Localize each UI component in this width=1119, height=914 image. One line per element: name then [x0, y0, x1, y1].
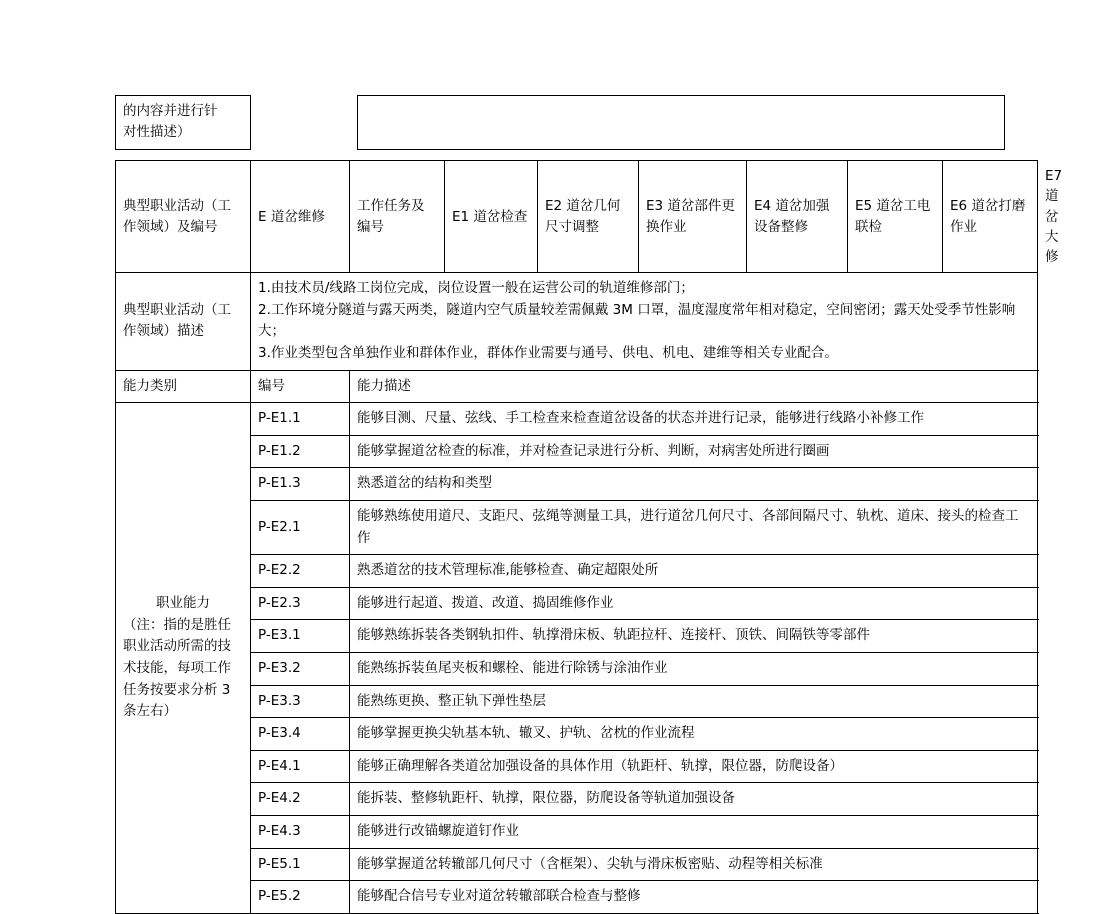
table-row — [116, 783, 1038, 816]
ability-code: P-E4.2 — [251, 783, 350, 816]
ability-desc: 能够进行改锚螺旋道钉作业 — [350, 815, 1038, 848]
activity-header-label: 典型职业活动（工作领域）及编号 — [116, 161, 251, 273]
ability-desc: 能够掌握更换尖轨基本轨、辙叉、护轨、岔枕的作业流程 — [350, 718, 1038, 751]
ability-code: P-E1.3 — [251, 468, 350, 501]
column-header-category: 能力类别 — [116, 370, 251, 403]
competency-table — [115, 160, 1063, 914]
table-row — [116, 652, 1038, 685]
activity-header-row: 典型职业活动（工作领域）及编号 E 道岔维修 工作任务及编号 E1 道岔检查 E2 道岔几何尺寸调整 E3 道岔部件更换作业 E4 道岔加强设备整修 E5 道岔工电联检 E6 道岔打磨作业 E7 道岔大修 — [116, 161, 1038, 273]
table-row — [116, 435, 1038, 468]
ability-desc: 能够掌握道岔检查的标准，并对检查记录进行分析、判断，对病害处所进行圈画 — [350, 435, 1038, 468]
table-row — [116, 750, 1038, 783]
ability-code: P-E4.3 — [251, 815, 350, 848]
top-fragment-label — [116, 96, 251, 150]
table-row — [116, 587, 1038, 620]
column-header-description: 能力描述 — [350, 370, 1038, 403]
table-row — [116, 881, 1038, 914]
activity-header-cell-4: E3 道岔部件更换作业 — [639, 161, 747, 273]
ability-code: P-E3.2 — [251, 652, 350, 685]
table-row — [116, 685, 1038, 718]
ability-code: P-E1.2 — [251, 435, 350, 468]
ability-category-label — [116, 403, 251, 914]
ability-desc: 熟悉道岔的结构和类型 — [350, 468, 1038, 501]
ability-desc: 能熟练更换、整正轨下弹性垫层 — [350, 685, 1038, 718]
activity-header-cell-0: E 道岔维修 — [251, 161, 350, 273]
table-row — [116, 848, 1038, 881]
ability-desc: 能够配合信号专业对道岔转辙部联合检查与整修 — [350, 881, 1038, 914]
table-row — [116, 718, 1038, 751]
activity-desc-row — [116, 273, 1038, 370]
ability-code: P-E3.4 — [251, 718, 350, 751]
ability-code: P-E5.2 — [251, 881, 350, 914]
table-row — [116, 96, 1005, 150]
activity-header-cell-7: E6 道岔打磨作业 — [943, 161, 1038, 273]
table-row — [116, 815, 1038, 848]
ability-desc: 能拆装、整修轨距杆、轨撑，限位器，防爬设备等轨道加强设备 — [350, 783, 1038, 816]
ability-desc: 能够掌握道岔转辙部几何尺寸（含框架）、尖轨与滑床板密贴、动程等相关标准 — [350, 848, 1038, 881]
table-row — [116, 468, 1038, 501]
column-header-code: 编号 — [251, 370, 350, 403]
column-header-row — [116, 370, 1038, 403]
ability-code: P-E5.1 — [251, 848, 350, 881]
ability-code: P-E2.2 — [251, 555, 350, 588]
activity-header-cell-1: 工作任务及编号 — [350, 161, 445, 273]
top-fragment-label-line2: 对性描述） — [123, 123, 191, 140]
ability-desc: 能够进行起道、拨道、改道、捣固维修作业 — [350, 587, 1038, 620]
top-fragment-gap — [251, 96, 358, 150]
ability-code: P-E3.3 — [251, 685, 350, 718]
top-fragment-table — [115, 95, 1005, 150]
activity-desc-label: 典型职业活动（工作领域）描述 — [116, 273, 251, 370]
table-row — [116, 403, 1038, 436]
ability-desc: 能熟练拆装鱼尾夹板和螺栓、能进行除锈与涂油作业 — [350, 652, 1038, 685]
ability-category-line2: （注：指的是胜任职业活动所需的技术技能，每项工作任务按要求分析 3 条左右） — [123, 616, 231, 720]
ability-code: P-E2.3 — [251, 587, 350, 620]
ability-category-line1: 职业能力 — [156, 595, 210, 612]
activity-header-cell-3: E2 道岔几何尺寸调整 — [538, 161, 639, 273]
top-fragment-label-line1: 的内容并进行针 — [123, 103, 218, 119]
ability-desc: 能够熟练拆装各类钢轨扣件、轨撑滑床板、轨距拉杆、连接杆、顶铁、间隔铁等零部件 — [350, 620, 1038, 653]
ability-desc: 熟悉道岔的技术管理标准,能够检查、确定超限处所 — [350, 555, 1038, 588]
ability-code: P-E1.1 — [251, 403, 350, 436]
activity-desc-line-1: 1.由技术员/线路工岗位完成，岗位设置一般在运营公司的轨道维修部门； — [258, 280, 694, 297]
top-fragment-value — [358, 96, 1005, 150]
table-row — [116, 501, 1038, 555]
ability-desc: 能够目测、尺量、弦线、手工检查来检查道岔设备的状态并进行记录，能够进行线路小补修工作 — [350, 403, 1038, 436]
table-row — [116, 620, 1038, 653]
ability-code: P-E2.1 — [251, 501, 350, 555]
ability-desc: 能够熟练使用道尺、支距尺、弦绳等测量工具，进行道岔几何尺寸、各部间隔尺寸、轨枕、道床、接头的检查工作 — [350, 501, 1038, 555]
ability-desc: 能够正确理解各类道岔加强设备的具体作用（轨距杆、轨撑，限位器，防爬设备） — [350, 750, 1038, 783]
activity-header-cell-5: E4 道岔加强设备整修 — [747, 161, 848, 273]
table-row — [116, 555, 1038, 588]
ability-code: P-E4.1 — [251, 750, 350, 783]
activity-header-cell-2: E1 道岔检查 — [445, 161, 538, 273]
activity-header-cell-6: E5 道岔工电联检 — [848, 161, 943, 273]
activity-desc-line-2: 2.工作环境分隧道与露天两类，隧道内空气质量较差需佩戴 3M 口罩，温度湿度常年相对稳定，空间密闭；露天处受季节性影响大； — [258, 301, 1016, 340]
activity-desc-value — [251, 273, 1038, 370]
ability-code: P-E3.1 — [251, 620, 350, 653]
activity-desc-line-3: 3.作业类型包含单独作业和群体作业，群体作业需要与通号、供电、机电、建维等相关专业配合。 — [258, 345, 838, 362]
